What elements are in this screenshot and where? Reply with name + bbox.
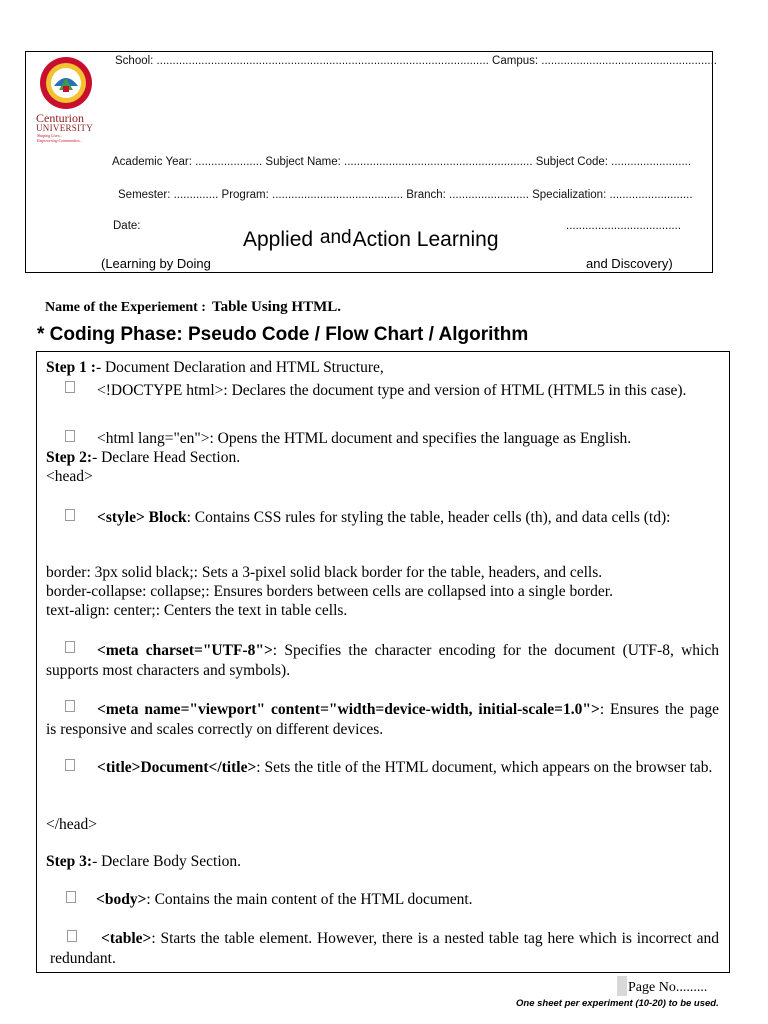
- meta-viewport-bullet: [46, 700, 719, 739]
- date-label: Date:: [113, 220, 141, 232]
- head-open-tag: <head>: [46, 468, 93, 485]
- page-number: Page No.........: [628, 980, 708, 995]
- meta-charset-text: : Specifies the character encoding for the document (UTF-8, which supports most characters and symbols).: [46, 642, 719, 679]
- logo-tagline-1: Shaping Lives...: [37, 133, 63, 138]
- collapse-rule: border-collapse: collapse;: Ensures borders between cells are collapsed into a single border.: [46, 583, 613, 600]
- table-bullet: [50, 929, 719, 968]
- html-lang-bullet: <html lang="en">: Opens the HTML document and specifies the language as English.: [97, 430, 632, 447]
- banner-subtitle-right: and Discovery): [586, 256, 673, 271]
- meta-viewport-text: : Ensures the page is responsive and scales correctly on different devices.: [46, 701, 719, 738]
- banner-and: and: [319, 227, 352, 248]
- step2-label: Step 2:: [46, 449, 93, 466]
- checkbox-icon: [66, 891, 76, 903]
- semester-line: Semester: .............. Program: ......................................... Branch: ......................... Specialization: ..........................: [118, 189, 693, 201]
- academic-year-line: Academic Year: ..................... Subject Name: ........................................................... Subject Code: .........................: [112, 156, 692, 168]
- page-marker: [617, 976, 627, 996]
- meta-charset-bullet: [46, 641, 719, 680]
- header-box: [25, 51, 717, 273]
- logo-name: Centurion: [36, 111, 84, 125]
- logo-tagline-2: Empowering Communities...: [37, 138, 83, 143]
- style-text: : Contains CSS rules for styling the table, header cells (th), and data cells (td):: [186, 509, 671, 526]
- step3-text: - Declare Body Section.: [92, 853, 242, 870]
- body-text: : Contains the main content of the HTML document.: [146, 891, 473, 908]
- logo-university: UNIVERSITY: [36, 123, 93, 133]
- step2-line: [46, 448, 240, 467]
- style-tag: <style> Block: [97, 509, 187, 526]
- meta-charset-tag: <meta charset="UTF-8">: [97, 642, 273, 659]
- step1-label: Step 1 :: [46, 359, 96, 376]
- banner-action-learning: Action Learning: [352, 228, 499, 251]
- step3-label: Step 3:: [46, 853, 93, 870]
- meta-viewport-tag: <meta name="viewport" content="width=device-width, initial-scale=1.0">: [97, 701, 600, 718]
- step3-line: [46, 852, 241, 871]
- title-text: : Sets the title of the HTML document, which appears on the browser tab.: [256, 759, 713, 776]
- step1-line: [46, 358, 384, 377]
- body-tag: <body>: [96, 891, 147, 908]
- university-seal-icon: [39, 56, 93, 110]
- content-box: [36, 351, 730, 973]
- table-tag: <table>: [101, 930, 152, 947]
- date-dots: ....................................: [566, 220, 682, 232]
- doctype-bullet: <!DOCTYPE html>: Declares the document type and version of HTML (HTML5 in this case).: [97, 382, 687, 399]
- head-close-tag: </head>: [46, 816, 98, 833]
- experiment-name: [45, 298, 341, 316]
- title-tag: <title>Document</title>: [97, 759, 257, 776]
- footer-note: One sheet per experiment (10-20) to be used.: [516, 998, 719, 1009]
- border-rule: border: 3px solid black;: Sets a 3-pixel solid black border for the table, headers, and cells.: [46, 564, 603, 581]
- step1-text: - Document Declaration and HTML Structure,: [95, 359, 384, 376]
- body-bullet: [46, 890, 473, 909]
- align-rule: text-align: center;: Centers the text in table cells.: [46, 602, 348, 619]
- banner-title: [243, 228, 499, 252]
- university-logo: [36, 56, 100, 142]
- coding-phase-heading: * Coding Phase: Pseudo Code / Flow Chart / Algorithm: [37, 324, 529, 345]
- experiment-label: Name of the Experiement :: [45, 300, 206, 315]
- style-bullet: [46, 508, 719, 528]
- banner-applied: Applied: [243, 228, 314, 251]
- title-bullet: [46, 758, 719, 778]
- banner-subtitle-left: (Learning by Doing: [101, 256, 211, 271]
- step2-text: - Declare Head Section.: [92, 449, 241, 466]
- experiment-value: Table Using HTML.: [211, 299, 342, 315]
- table-text: : Starts the table element. However, there is a nested table tag here which is incorrect and redundant.: [50, 930, 719, 967]
- school-campus-line: School: ........................................................................................................ Campus: .......................................................: [115, 55, 717, 67]
